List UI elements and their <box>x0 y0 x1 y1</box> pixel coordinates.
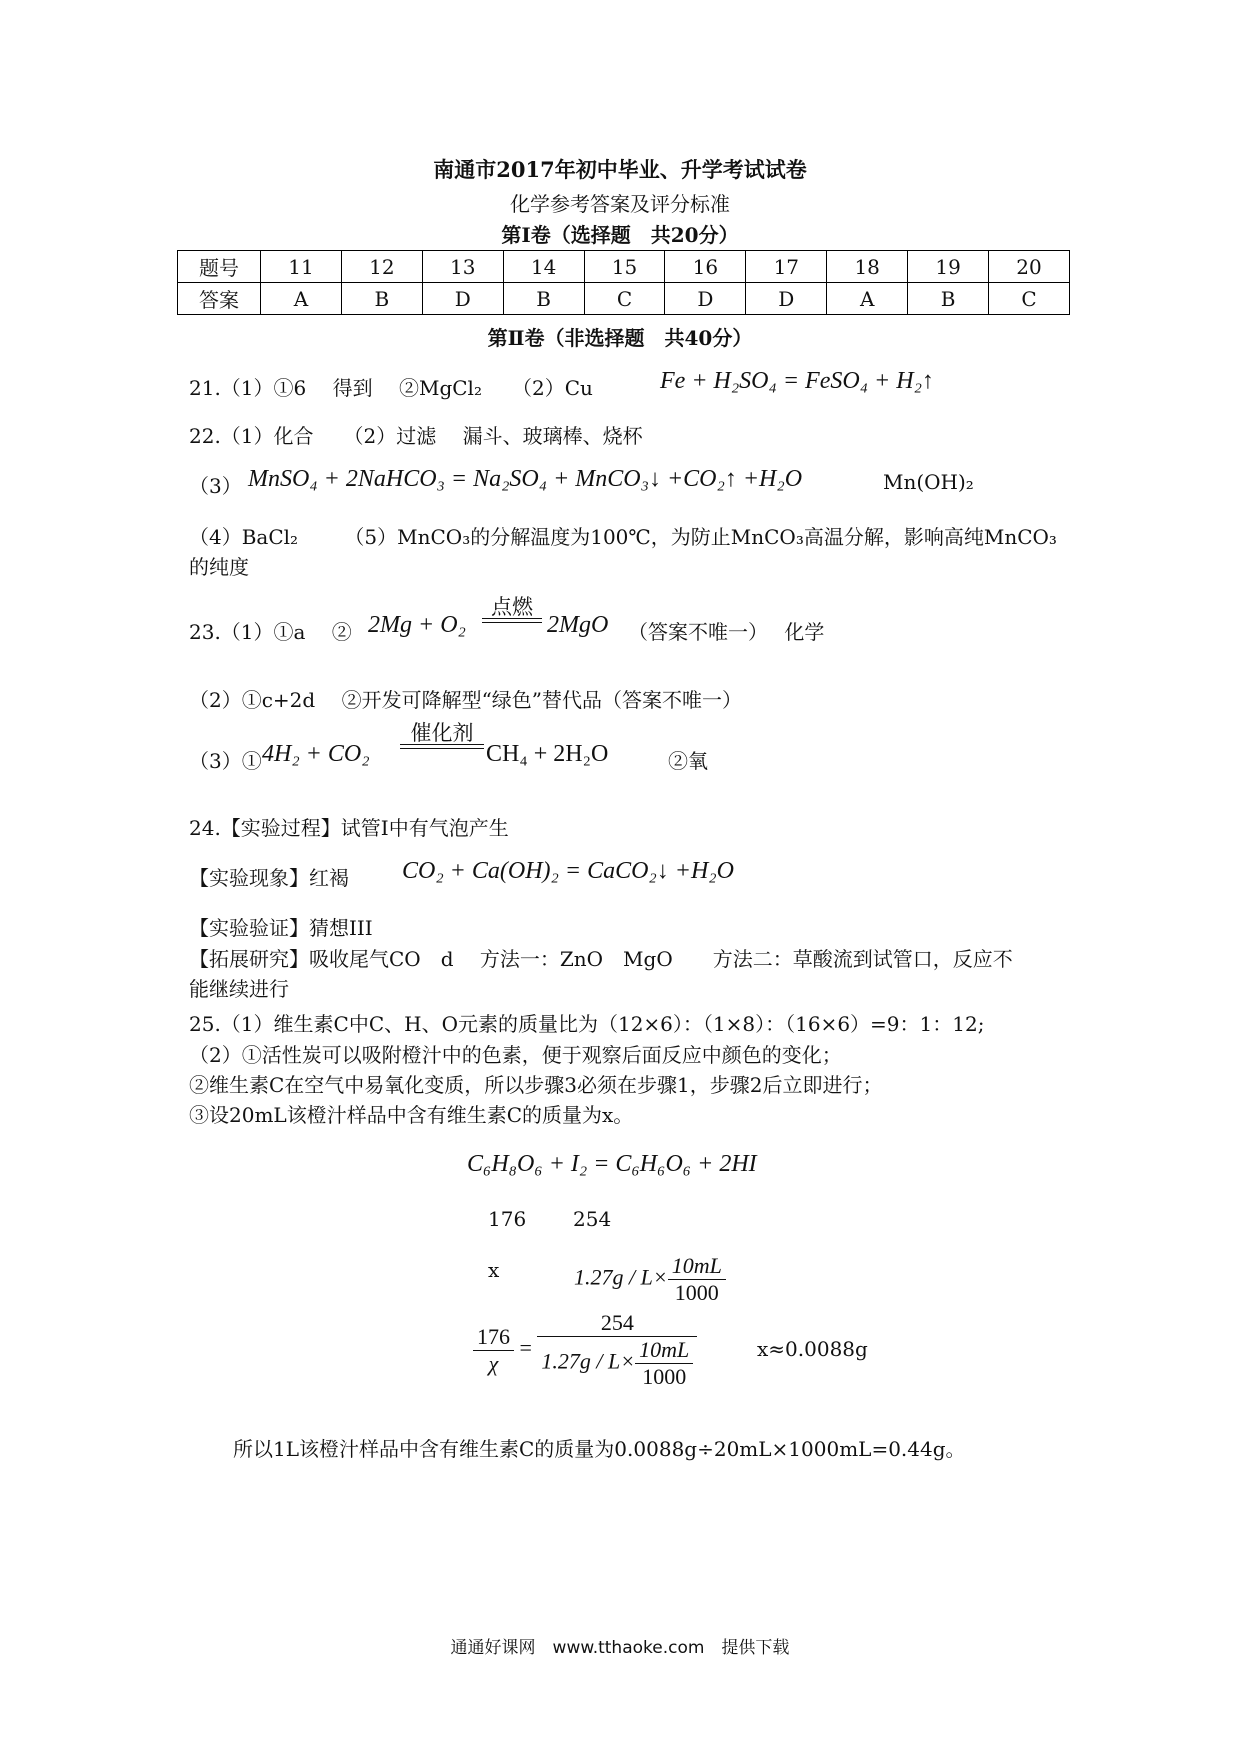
table-cell: D <box>665 283 746 315</box>
q24-prefix: 【实验现象】红褐 <box>189 866 349 890</box>
ratio-rhs-numerator: 254 <box>537 1310 697 1337</box>
q22-line1: 22.（1）化合 （2）过滤 漏斗、玻璃棒、烧杯 <box>189 424 643 448</box>
table-cell: C <box>989 283 1070 315</box>
table-cell: A <box>827 283 908 315</box>
q25-line1: 25.（1）维生素C中C、H、O元素的质量比为（12×6）：（1×8）：（16×6）=9：1：12; <box>189 1012 985 1036</box>
part2-title: 第Ⅱ卷（非选择题 共40分） <box>487 326 753 350</box>
table-cell: 11 <box>261 251 342 283</box>
condition-label: 点燃 <box>491 595 533 619</box>
q25-final: 所以1L该橙汁样品中含有维生素C的质量为0.0088g÷20mL×1000mL=0.44g。 <box>233 1437 966 1461</box>
ratio-numerator: 176 <box>473 1324 514 1351</box>
q25-result: x≈0.0088g <box>757 1337 868 1361</box>
q21-equation: Fe + H₂SO₄ = FeSO₄ + H₂↑ <box>660 368 934 394</box>
q24-line3: 【实验验证】猜想III <box>189 916 373 940</box>
q23-p2: （2）①c+2d ②开发可降解型“绿色”替代品（答案不唯一） <box>189 688 743 712</box>
document-subtitle: 化学参考答案及评分标准 <box>510 192 730 216</box>
table-header-cell: 题号 <box>178 251 261 283</box>
footer-text: 通通好课网 www.tthaoke.com 提供下载 <box>450 1638 790 1658</box>
q25-line2: （2）①活性炭可以吸附橙汁中的色素，便于观察后面反应中颜色的变化； <box>189 1043 842 1067</box>
table-cell: 19 <box>908 251 989 283</box>
table-cell: 13 <box>422 251 503 283</box>
q22-equation: MnSO₄ + 2NaHCO₃ = Na₂SO₄ + MnCO₃↓ +CO₂↑ +H₂O <box>248 466 803 492</box>
fraction-numerator: 10mL <box>668 1253 726 1280</box>
reaction-arrow-ignite <box>482 596 542 623</box>
q23-p3-eq-left: 4H₂ + CO₂ <box>262 741 370 767</box>
table-cell: D <box>746 283 827 315</box>
table-cell: D <box>422 283 503 315</box>
table-cell: C <box>584 283 665 315</box>
table-cell: 12 <box>341 251 422 283</box>
table-cell: A <box>261 283 342 315</box>
table-cell: 17 <box>746 251 827 283</box>
q24-equation: CO₂ + Ca(OH)₂ = CaCO₂↓ +H₂O <box>402 858 734 884</box>
q23-p1-eq-left: 2Mg + O₂ <box>368 612 466 638</box>
q23-p1-eq-right: 2MgO <box>547 612 609 638</box>
q22-line4: 的纯度 <box>189 555 249 579</box>
q22-prefix: （3） <box>189 474 242 498</box>
condition-label: 催化剂 <box>410 721 474 745</box>
q23-p3-prefix: （3）① <box>189 749 262 773</box>
q22-line3: （4）BaCl₂ （5）MnCO₃的分解温度为100℃，为防止MnCO₃高温分解，影响高纯MnCO₃ <box>189 525 1057 549</box>
q25-line3: ②维生素C在空气中易氧化变质，所以步骤3必须在步骤1，步骤2后立即进行； <box>189 1073 883 1097</box>
q24-line4: 【拓展研究】吸收尾气CO d 方法一：ZnO MgO 方法二：草酸流到试管口，反应不 <box>189 947 1013 971</box>
ratio-rhs-conc: 1.27g / L× <box>541 1348 636 1374</box>
part1-title: 第Ⅰ卷（选择题 共20分） <box>501 223 739 247</box>
unknown-x: x <box>488 1258 500 1282</box>
fraction-denominator: 1000 <box>674 1280 719 1305</box>
q23-p1-prefix: 23.（1）①a ② <box>189 620 352 644</box>
q23-p3-suffix: ②氧 <box>668 749 708 773</box>
table-cell: B <box>908 283 989 315</box>
table-row-answers <box>178 283 1070 315</box>
inner-fraction-denominator: 1000 <box>642 1364 687 1389</box>
q24-line1: 24.【实验过程】试管Ⅰ中有气泡产生 <box>189 816 509 840</box>
q23-p1-suffix: （答案不唯一） 化学 <box>628 620 825 644</box>
iodine-amount <box>574 1253 726 1306</box>
molar-mass-iodine: 254 <box>573 1207 612 1231</box>
inner-fraction-numerator: 10mL <box>635 1337 693 1364</box>
table-cell: 15 <box>584 251 665 283</box>
q23-p3-eq-right: CH₄ + 2H₂O <box>486 741 609 767</box>
molar-mass-vitc: 176 <box>488 1207 527 1231</box>
table-header-cell: 答案 <box>178 283 261 315</box>
table-cell: 18 <box>827 251 908 283</box>
document-title: 南通市2017年初中毕业、升学考试试卷 <box>433 157 807 182</box>
q21-text: 21.（1）①6 得到 ②MgCl₂ （2）Cu <box>189 376 593 400</box>
q25-equation: C₆H₈O₆ + I₂ = C₆H₆O₆ + 2HI <box>467 1151 757 1177</box>
table-cell: B <box>341 283 422 315</box>
ratio-equation: $\frac{176}{\chi}$ = 254 1.27g / L× $\frac{10mL}{1000}$ <box>473 1310 697 1390</box>
table-cell: 20 <box>989 251 1070 283</box>
table-row-numbers <box>178 251 1070 283</box>
answer-table <box>177 250 1070 315</box>
table-cell: 14 <box>503 251 584 283</box>
table-cell: B <box>503 283 584 315</box>
q25-line4: ③设20mL该橙汁样品中含有维生素C的质量为x。 <box>189 1103 634 1127</box>
q24-line5: 能继续进行 <box>189 977 289 1001</box>
reaction-arrow-catalyst <box>400 722 484 749</box>
ratio-denominator: χ <box>488 1350 499 1376</box>
q22-byproduct: Mn(OH)₂ <box>883 470 974 494</box>
concentration-text: 1.27g / L× <box>574 1264 668 1290</box>
table-cell: 16 <box>665 251 746 283</box>
